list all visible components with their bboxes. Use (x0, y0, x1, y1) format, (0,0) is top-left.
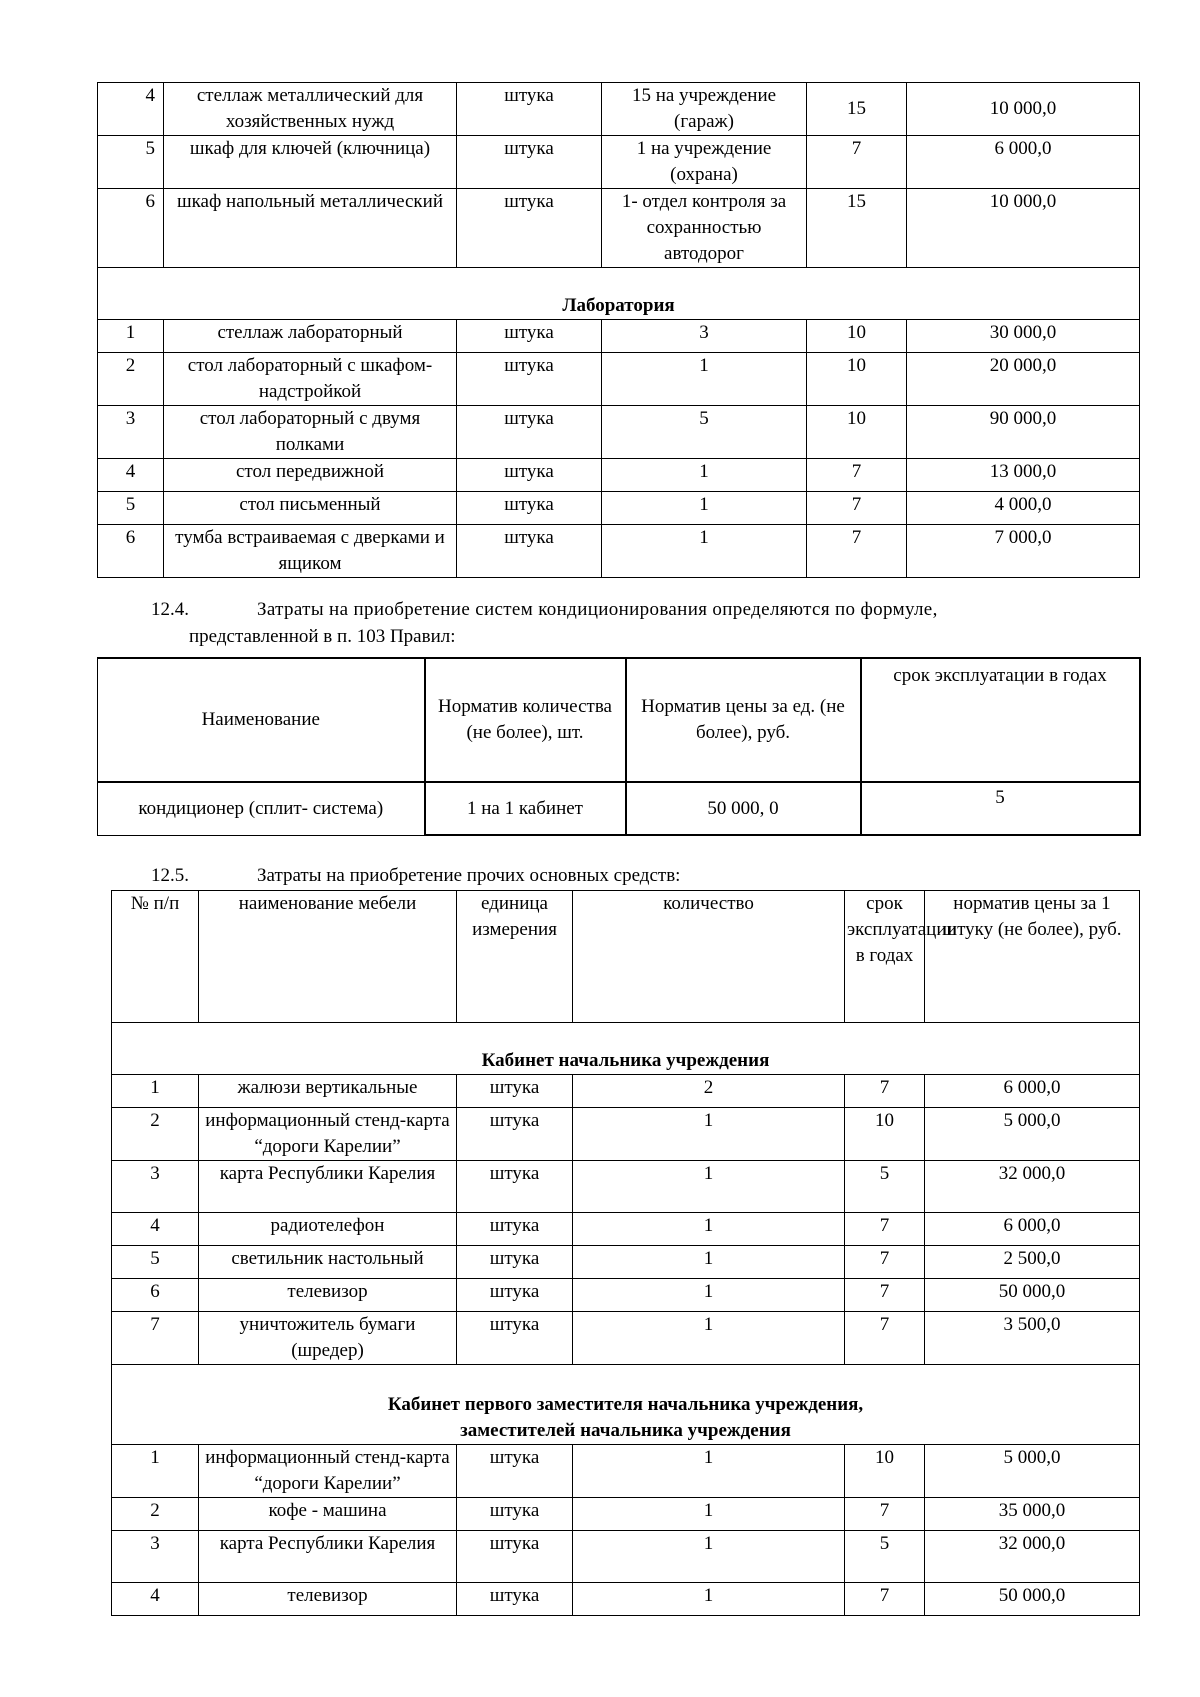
paragraph-12-5 (151, 863, 1121, 889)
table-row: 2 информационный стенд-карта “дороги Карелии” штука 1 10 5 000,0 (112, 1108, 1140, 1161)
section-title-deputies-office (112, 1365, 1140, 1445)
paragraph-number: 12.4. (151, 599, 189, 620)
table-row: 1 жалюзи вертикальные штука 2 7 6 000,0 (112, 1075, 1140, 1108)
table-row: 3 карта Республики Карелия штука 1 5 32 000,0 (112, 1161, 1140, 1213)
table-header-row (112, 891, 1140, 1023)
paragraph-text: Затраты на приобретение систем кондиционирования определяются по формуле, (257, 599, 938, 620)
other-assets-table (111, 890, 1140, 1616)
paragraph-12-4-continued: представленной в п. 103 Правил: (189, 626, 456, 647)
table-row: 6 тумба встраиваемая с дверками и ящиком штука 1 7 7 000,0 (98, 525, 1140, 578)
section-title-laboratory: Лаборатория (98, 268, 1140, 320)
table-row: 2 кофе - машина штука 1 7 35 000,0 (112, 1498, 1140, 1531)
paragraph-number: 12.5. (151, 865, 189, 886)
table-row: 7 уничтожитель бумаги (шредер) штука 1 7 3 500,0 (112, 1312, 1140, 1365)
section-title-line: Кабинет первого заместителя начальника учреждения, (387, 1394, 864, 1415)
table-row: 2 стол лабораторный с шкафом-надстройкой штука 1 10 20 000,0 (98, 353, 1140, 406)
table-row: 6 телевизор штука 1 7 50 000,0 (112, 1279, 1140, 1312)
header-name: Наименование (98, 658, 425, 782)
table-row: 3 стол лабораторный с двумя полками штука 5 10 90 000,0 (98, 406, 1140, 459)
table-row: 6 шкаф напольный металлический штука 1- отдел контроля за сохранностью автодорог 15 10 000,0 (98, 189, 1140, 268)
air-conditioning-table (97, 657, 1141, 836)
table-row: 4 стол передвижной штука 1 7 13 000,0 (98, 459, 1140, 492)
header-qty: количество (573, 891, 845, 1023)
section-title-line: заместителей начальника учреждения (460, 1420, 791, 1441)
header-number: № п/п (112, 891, 199, 1023)
table-row: 3 карта Республики Карелия штука 1 5 32 000,0 (112, 1531, 1140, 1583)
table-row: 5 стол письменный штука 1 7 4 000,0 (98, 492, 1140, 525)
table-row: 5 шкаф для ключей (ключница) штука 1 на учреждение (охрана) 7 6 000,0 (98, 136, 1140, 189)
header-price: норматив цены за 1 штуку (не более), руб. (925, 891, 1140, 1023)
section-title-head-office: Кабинет начальника учреждения (112, 1023, 1140, 1075)
section-row (98, 268, 1140, 320)
section-row (112, 1023, 1140, 1075)
header-term: срок эксплуатации в годах (845, 891, 925, 1023)
table-row: 4 радиотелефон штука 1 7 6 000,0 (112, 1213, 1140, 1246)
section-row (112, 1365, 1140, 1445)
table-row: 4 стеллаж металлический для хозяйственных нужд штука 15 на учреждение (гараж) 15 10 000,0 (98, 83, 1140, 136)
header-price: Норматив цены за ед. (не более), руб. (626, 658, 861, 782)
paragraph-12-4 (151, 597, 1121, 623)
table-row: кондиционер (сплит- система) 1 на 1 кабинет 50 000, 0 5 (98, 782, 1140, 835)
header-unit: единица измерения (457, 891, 573, 1023)
table-row: 4 телевизор штука 1 7 50 000,0 (112, 1583, 1140, 1616)
paragraph-text: Затраты на приобретение прочих основных средств: (257, 865, 681, 886)
table-row: 1 стеллаж лабораторный штука 3 10 30 000,0 (98, 320, 1140, 353)
table-row: 1 информационный стенд-карта “дороги Карелии” штука 1 10 5 000,0 (112, 1445, 1140, 1498)
header-term: срок эксплуатации в годах (861, 658, 1140, 782)
furniture-table-continued (97, 82, 1140, 578)
header-qty: Норматив количества (не более), шт. (425, 658, 626, 782)
header-name: наименование мебели (199, 891, 457, 1023)
table-row: 5 светильник настольный штука 1 7 2 500,0 (112, 1246, 1140, 1279)
table-header-row (98, 658, 1140, 782)
